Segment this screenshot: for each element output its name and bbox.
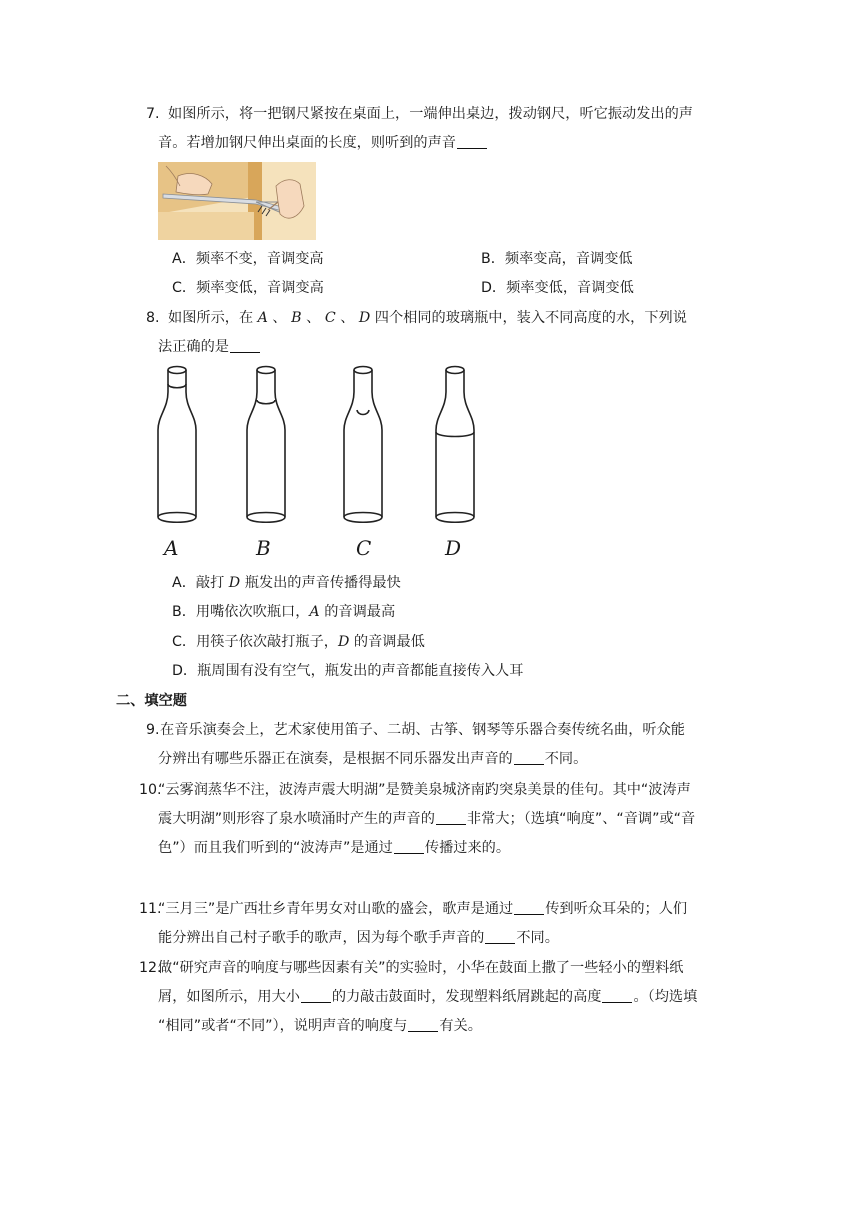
q9-number: 9. bbox=[146, 722, 160, 738]
q11-blank-2[interactable] bbox=[485, 929, 515, 944]
q8-option-b[interactable]: B．用嘴依次吹瓶口，A 的音调最高 bbox=[172, 604, 396, 620]
q8-option-c[interactable]: C．用筷子依次敲打瓶子，D 的音调最低 bbox=[172, 634, 425, 650]
q10-line2: 震大明湖”则形容了泉水喷涌时产生的声音的 非常大；（选填“响度”、“音调”或“音 bbox=[158, 811, 696, 827]
bottle-b-icon bbox=[247, 367, 285, 523]
q11-number: 11. bbox=[139, 901, 162, 917]
q7-blank[interactable] bbox=[457, 134, 487, 149]
q10-line1: 10.“云雾润蒸华不注，波涛声震大明湖”是赞美泉城济南趵突泉美景的佳句。其中“波涛声 bbox=[139, 776, 691, 805]
bottle-c-icon bbox=[344, 367, 382, 523]
q7-line2: 音。若增加钢尺伸出桌面的长度，则听到的声音 bbox=[158, 129, 488, 158]
q7-number: 7. bbox=[146, 106, 160, 122]
q11-line2: 能分辨出自己村子歌手的歌声，因为每个歌手声音的 不同。 bbox=[158, 930, 559, 946]
bottle-d-icon bbox=[436, 367, 474, 523]
q10-blank-1[interactable] bbox=[436, 810, 466, 825]
ruler-on-table-figure bbox=[158, 162, 316, 240]
q12-line2: 屑，如图所示，用大小 的力敲击鼓面时，发现塑料纸屑跳起的高度 。（均选填 bbox=[158, 989, 698, 1005]
q8-line2: 法正确的是 bbox=[158, 333, 261, 362]
q7-option-c[interactable]: C．频率变低，音调变高 bbox=[172, 280, 324, 296]
bottle-label-d: D bbox=[445, 536, 462, 560]
bottle-label-c: C bbox=[356, 536, 372, 560]
q12-blank-3[interactable] bbox=[408, 1017, 438, 1032]
bottle-a-icon bbox=[158, 367, 196, 523]
q11-blank-1[interactable] bbox=[514, 900, 544, 915]
q12-blank-2[interactable] bbox=[602, 988, 632, 1003]
q7-option-b[interactable]: B．频率变高，音调变低 bbox=[481, 251, 633, 267]
bottle-label-a: A bbox=[164, 536, 179, 560]
q12-blank-1[interactable] bbox=[301, 988, 331, 1003]
q12-line1: 12.做“研究声音的响度与哪些因素有关”的实验时，小华在鼓面上撒了一些轻小的塑料纸 bbox=[139, 954, 683, 983]
q7-option-d[interactable]: D．频率变低，音调变低 bbox=[481, 280, 634, 296]
section-title: 二、填空题 bbox=[116, 693, 187, 709]
q9-line1: 9.在音乐演奏会上，艺术家使用笛子、二胡、古筝、钢琴等乐器合奏传统名曲，听众能 bbox=[146, 716, 685, 745]
q8-number: 8. bbox=[146, 310, 160, 326]
q9-blank[interactable] bbox=[514, 750, 544, 765]
q8-option-d[interactable]: D．瓶周围有没有空气，瓶发出的声音都能直接传入人耳 bbox=[172, 663, 524, 679]
q11-line1: 11.“三月三”是广西壮乡青年男女对山歌的盛会，歌声是通过 传到听众耳朵的；人们 bbox=[139, 895, 687, 924]
q10-number: 10. bbox=[139, 782, 162, 798]
q7-line1: 7. 如图所示，将一把钢尺紧按在桌面上，一端伸出桌边，拨动钢尺，听它振动发出的声 bbox=[146, 100, 693, 129]
q10-line3: 色”）而且我们听到的“波涛声”是通过 传播过来的。 bbox=[158, 840, 511, 856]
q10-blank-2[interactable] bbox=[394, 839, 424, 854]
q8-blank[interactable] bbox=[230, 338, 260, 353]
q12-number: 12. bbox=[139, 960, 162, 976]
q9-line2: 分辨出有哪些乐器正在演奏，是根据不同乐器发出声音的 不同。 bbox=[158, 751, 588, 767]
q8-option-a[interactable]: A．敲打 D 瓶发出的声音传播得最快 bbox=[172, 575, 401, 591]
q7-option-a[interactable]: A．频率不变，音调变高 bbox=[172, 251, 324, 267]
q8-line1: 8. 如图所示，在 A 、 B 、 C 、 D 四个相同的玻璃瓶中，装入不同高度的水，下列说 bbox=[146, 304, 687, 333]
bottles-figure bbox=[150, 362, 490, 528]
q12-line3: “相同”或者“不同”），说明声音的响度与 有关。 bbox=[158, 1018, 482, 1034]
bottle-label-b: B bbox=[256, 536, 271, 560]
